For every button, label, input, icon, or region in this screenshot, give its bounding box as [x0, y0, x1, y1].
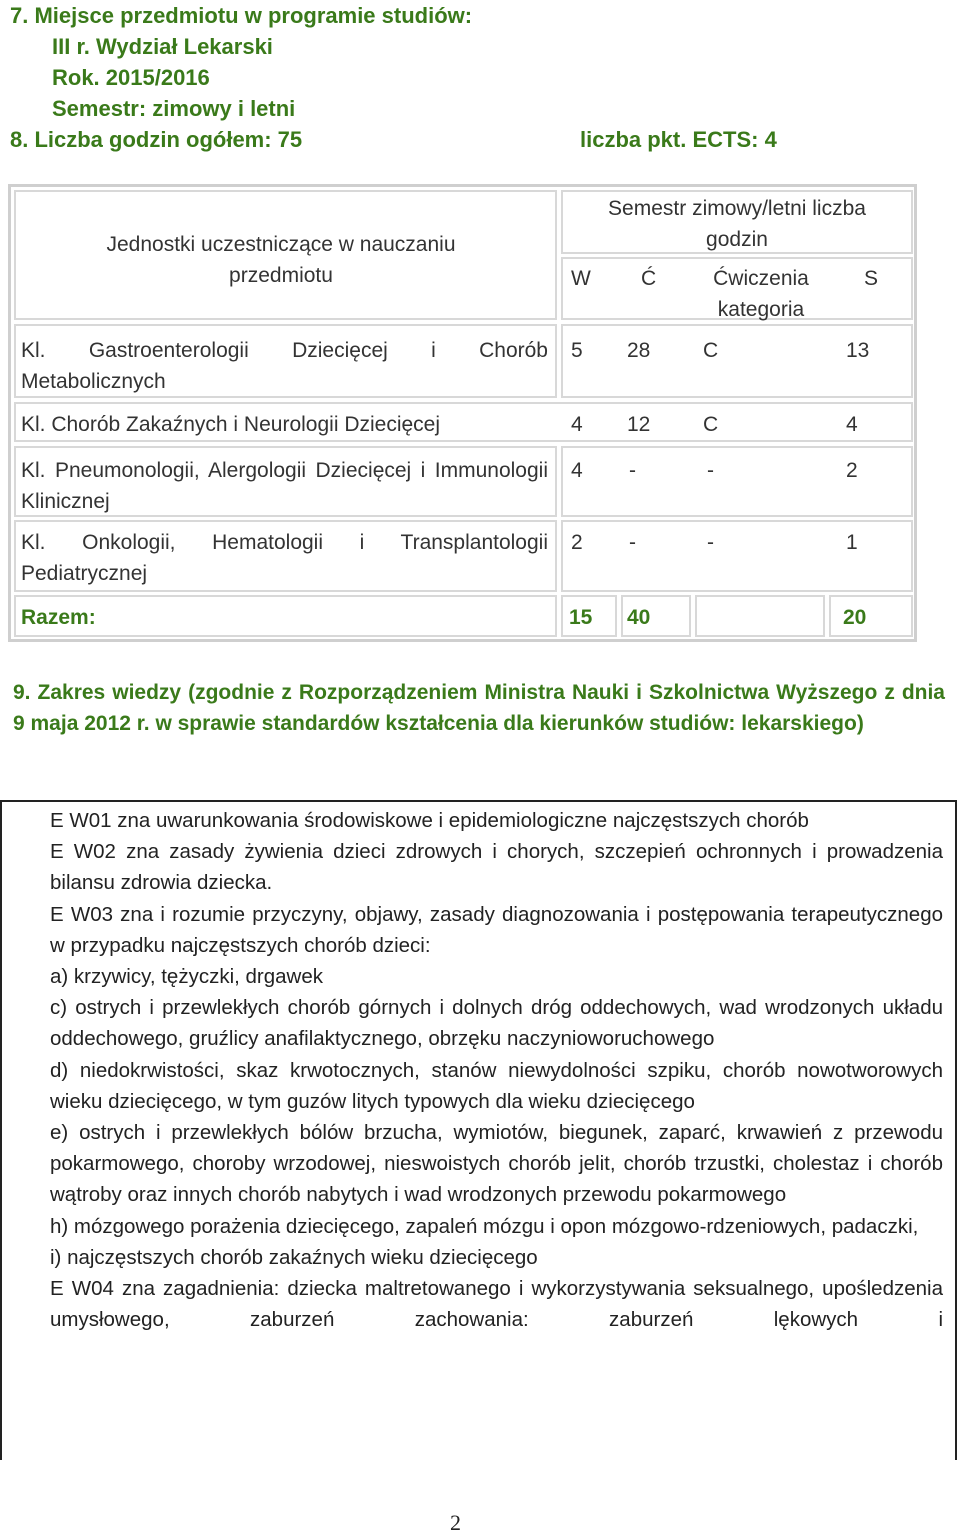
col-exercises-header: Ćwiczenia kategoria: [713, 267, 809, 321]
total-c: 40: [627, 606, 651, 629]
content-paragraph: E W03 zna i rozumie przyczyny, objawy, zasady diagnozowania i postępowania terapeutycznego w przypadku najczęstszych chorób dzieci:: [50, 902, 943, 957]
row4-ex: -: [707, 531, 714, 554]
header-line-3: Rok. 2015/2016: [52, 65, 210, 90]
row3-w: 4: [571, 459, 583, 482]
total-hours: 8. Liczba godzin ogółem: 75: [10, 127, 303, 152]
row4-s: 1: [846, 531, 858, 554]
total-s-cell: [829, 595, 913, 637]
col-w-header: W: [571, 267, 591, 290]
col-c-header: Ć: [641, 267, 657, 290]
total-w: 15: [569, 606, 593, 629]
semester-header: Semestr zimowy/letni liczba godzin: [608, 197, 866, 251]
ects-points: liczba pkt. ECTS: 4: [580, 127, 777, 152]
header-block: [10, 0, 950, 155]
content-text: [50, 805, 943, 1335]
row2-c: 12: [627, 413, 651, 436]
content-paragraph: E W04 zna zagadnienia: dziecka maltretowanego i wykorzystywania seksualnego, upośledzenia umysłowego, zaburzeń zachowania: zaburzeń lękowych i: [50, 1277, 943, 1332]
row3-ex: -: [707, 459, 714, 482]
total-label: Razem:: [21, 606, 96, 629]
row1-c: 28: [627, 339, 651, 362]
row4-w: 2: [571, 531, 583, 554]
row2-unit: Kl. Chorób Zakaźnych i Neurologii Dziecięcej: [21, 413, 441, 436]
total-ex-cell: [695, 595, 825, 637]
header-line-2: III r. Wydział Lekarski: [52, 34, 273, 59]
row3-unit: Kl. Pneumonologii, Alergologii Dziecięcej i Immunologii Klinicznej: [21, 459, 548, 513]
content-paragraph: h) mózgowego porażenia dziecięcego, zapaleń mózgu i opon mózgowo-rdzeniowych, padaczki,: [50, 1214, 919, 1238]
section-9-heading: 9. Zakres wiedzy (zgodnie z Rozporządzeniem Ministra Nauki i Szkolnictwa Wyższego z dnia 9 maja 2012 r. w sprawie standardów kształcenia dla kierunków studiów: lekarskiego): [13, 681, 945, 735]
row2-w: 4: [571, 413, 583, 436]
row3-values-cell: [561, 446, 913, 517]
header-line-4: Semestr: zimowy i letni: [52, 96, 296, 121]
total-s: 20: [843, 606, 867, 629]
content-paragraph: E W02 zna zasady żywienia dzieci zdrowych i chorych, szczepień ochronnych i prowadzenia bilansu zdrowia dziecka.: [50, 840, 943, 895]
page-number: 2: [450, 1510, 461, 1535]
row1-unit: Kl. Gastroenterologii Dziecięcej i Chorób Metabolicznych: [21, 339, 548, 393]
content-paragraph: i) najczęstszych chorób zakaźnych wieku dziecięcego: [50, 1245, 538, 1269]
row4-c: -: [629, 531, 636, 554]
content-paragraph: d) niedokrwistości, skaz krwotocznych, stanów niewydolności szpiku, chorób nowotworowych wieku dziecięcego, w tym guzów litych typowych dla wieku dziecięcego: [50, 1058, 943, 1113]
header-line-5: [10, 124, 950, 155]
row4-values-cell: [561, 520, 913, 592]
row2-ex: C: [703, 413, 719, 436]
content-paragraph: a) krzywicy, tężyczki, drgawek: [50, 965, 324, 989]
content-paragraph: c) ostrych i przewlekłych chorób górnych i dolnych dróg oddechowych, wad wrodzonych układu oddechowego, gruźlicy anafilaktycznego, obrzęku naczynioworuchowego: [50, 996, 943, 1051]
row3-s: 2: [846, 459, 858, 482]
hours-table: [8, 184, 917, 642]
content-paragraph: E W01 zna uwarunkowania środowiskowe i epidemiologiczne najczęstszych chorób: [50, 809, 809, 832]
units-header: Jednostki uczestniczące w nauczaniu przedmiotu: [106, 233, 456, 287]
row4-unit: Kl. Onkologii, Hematologii i Transplantologii Pediatrycznej: [21, 531, 548, 585]
content-paragraph: e) ostrych i przewlekłych bólów brzucha, wymiotów, biegunek, zaparć, krwawień z przewodu pokarmowego, choroby wrzodowej, nieswoistych chorób jelit, chorób trzustki, cholestaz i chorób wątroby oraz innych chorób nabytych i wad wrodzonych przewodu pokarmowego: [50, 1121, 943, 1207]
col-s-header: S: [864, 267, 879, 290]
row2-s: 4: [846, 413, 858, 436]
row1-ex: C: [703, 339, 719, 362]
row1-w: 5: [571, 339, 583, 362]
row1-s: 13: [846, 339, 870, 362]
header-line-1: 7. Miejsce przedmiotu w programie studiów:: [10, 3, 473, 28]
row3-c: -: [629, 459, 636, 482]
